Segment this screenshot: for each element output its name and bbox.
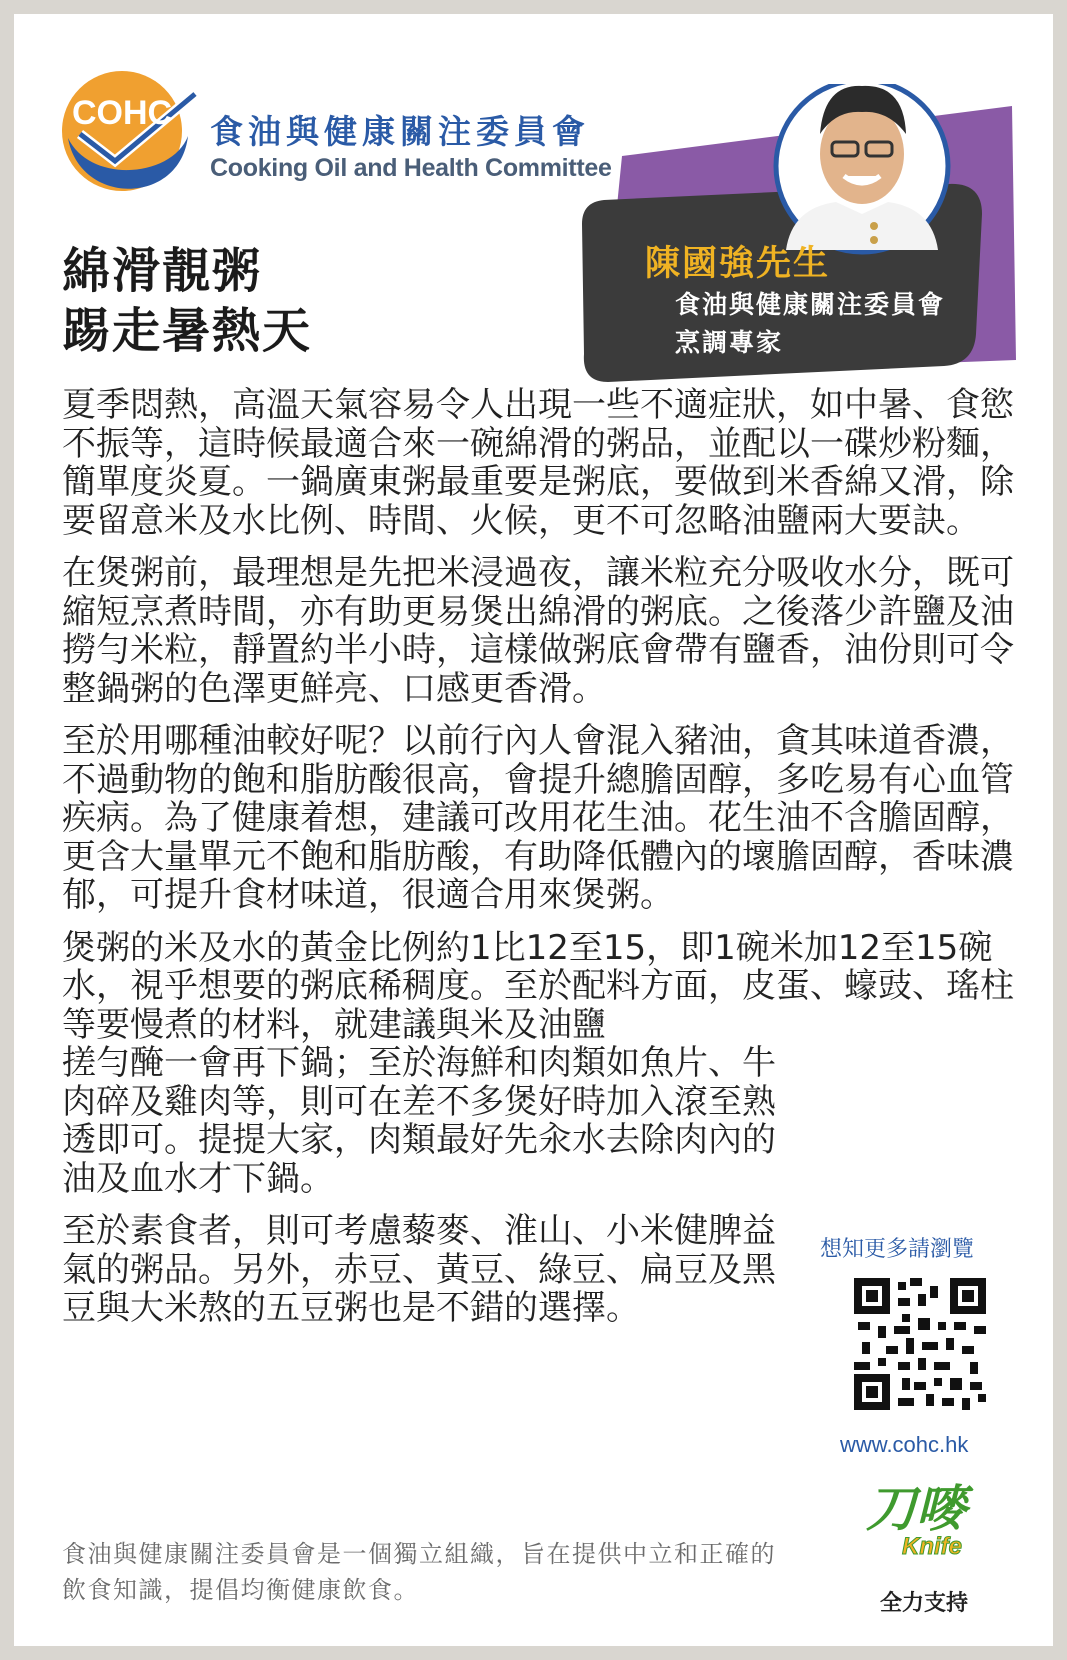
paragraph-4: 煲粥的米及水的黃金比例約1比12至15，即1碗米加12至15碗水，視乎想要的粥底稀稠度。至於配料方面，皮蛋、蠔豉、瑤柱等要慢煮的材料，就建議與米及油鹽: [62, 927, 1014, 1045]
article-body: [62, 386, 1022, 1342]
knife-brand-en: Knife: [902, 1533, 962, 1560]
expert-role-line-1: 食油與健康關注委員會: [675, 291, 946, 319]
paragraph-2: 在煲粥前，最理想是先把米浸過夜，讓米粒充分吸收水分，既可縮短烹煮時間，亦有助更易煲出綿滑的粥底。之後落少許鹽及油撈勻米粒，靜置約半小時，這樣做粥底會帶有鹽香，油份則可令整鍋粥的色澤更鮮亮、口感更香滑。: [62, 553, 1014, 709]
expert-role: [675, 286, 945, 362]
title-line-2: 踢走暑熱天: [62, 305, 313, 358]
logo-name-cn: 食油與健康關注委員會: [210, 113, 590, 150]
qr-code-icon[interactable]: [854, 1278, 986, 1410]
paragraph-1: 夏季悶熱，高溫天氣容易令人出現一些不適症狀，如中暑、食慾不振等，這時候最適合來一碗綿滑的粥品，並配以一碟炒粉麵，簡單度炎夏。一鍋廣東粥最重要是粥底，要做到米香綿又滑，除要留意米及水比例、時間、火候，更不可忽略油鹽兩大要訣。: [62, 385, 1014, 541]
paragraph-5: 至於素食者，則可考慮藜麥、淮山、小米健脾益氣的粥品。另外，赤豆、黃豆、綠豆、扁豆及黑豆與大米熬的五豆粥也是不錯的選擇。: [62, 1211, 776, 1328]
paragraph-3: 至於用哪種油較好呢？以前行內人會混入豬油，貪其味道香濃，不過動物的飽和脂肪酸很高，會提升總膽固醇，多吃易有心血管疾病。為了健康着想，建議可改用花生油。花生油不含膽固醇，更含大量單元不飽和脂肪酸，有助降低體內的壞膽固醇，香味濃郁，可提升食材味道，很適合用來煲粥。: [62, 721, 1014, 915]
article-title: [62, 242, 312, 362]
support-label: 全力支持: [880, 1591, 969, 1616]
cohc-logo: [60, 56, 620, 206]
cohc-acronym: COHC: [72, 94, 173, 132]
expert-role-line-2: 烹調專家: [675, 329, 784, 357]
knife-brand-logo: [862, 1474, 992, 1564]
footer-note: 食油與健康關注委員會是一個獨立組織，旨在提供中立和正確的飲食知識，提倡均衡健康飲食。: [62, 1540, 776, 1604]
knife-brand-cn: 刀嘜: [866, 1481, 966, 1537]
article-page: [14, 14, 1053, 1646]
logo-name-en: Cooking Oil and Health Committee: [210, 154, 612, 182]
paragraph-4-continued: 搓勻醃一會再下鍋；至於海鮮和肉類如魚片、牛肉碎及雞肉等，則可在差不多煲好時加入滾至熟透即可。提提大家，肉類最好先汆水去除肉內的油及血水才下鍋。: [62, 1043, 776, 1199]
qr-label: 想知更多請瀏覽: [820, 1237, 975, 1262]
expert-badge: [570, 84, 1020, 384]
expert-name: 陳國強先生: [645, 244, 831, 283]
title-line-1: 綿滑靚粥: [62, 245, 263, 298]
cohc-logo-mark-icon: [60, 56, 210, 206]
website-link[interactable]: www.cohc.hk: [840, 1432, 969, 1457]
